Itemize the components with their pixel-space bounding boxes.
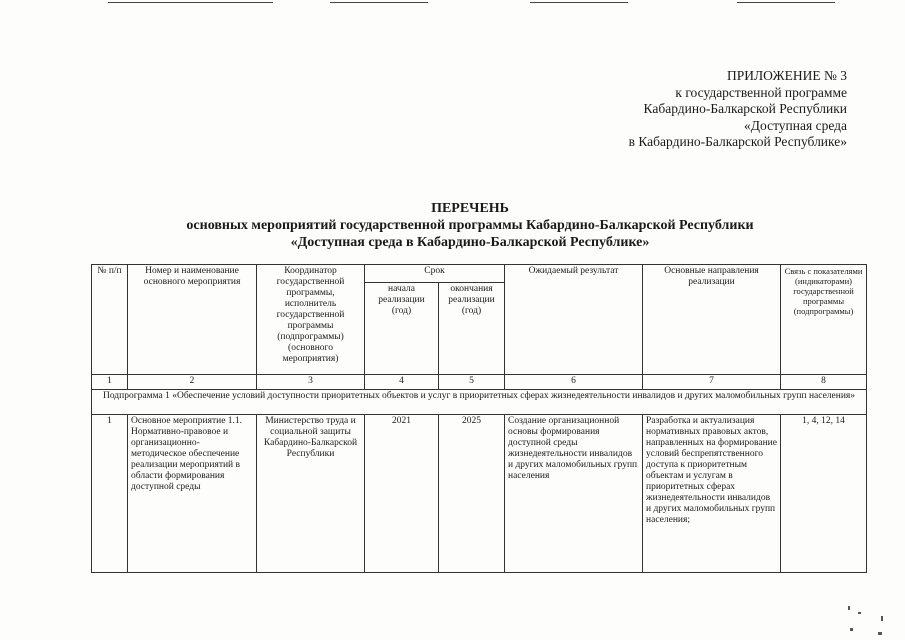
header-directions: Основные направления реализации [643,265,781,375]
title-line: «Доступная среда в Кабардино-Балкарской Республике» [290,235,650,250]
header-term: Срок [365,265,505,283]
title-line: ПЕРЕЧЕНЬ [431,201,509,216]
header-name: Номер и наименование основного мероприятия [128,265,257,375]
measures-table [91,264,867,573]
column-number: 4 [365,375,439,390]
subprogram-title: Подпрограмма 1 «Обеспечение условий доступности приоритетных объектов и услуг в приоритетных сферах жизнедеятельности инвалидов и других маломобильных групп населения» [92,390,867,415]
column-number: 3 [257,375,365,390]
scan-artifact-line [330,2,428,3]
header-num: № п/п [92,265,128,375]
row-result: Создание организационной основы формирования доступной среды жизнедеятельности инвалидов и других маломобильных групп населения [505,415,643,573]
column-number: 5 [439,375,505,390]
table-header-row [92,265,867,283]
appendix-heading [547,68,847,151]
row-name: Основное мероприятие 1.1. Нормативно-правовое и организационно-методическое обеспечение реализации мероприятий в области формирования доступной среды [128,415,257,573]
header-coordinator: Координатор государственной программы, исполнитель государственной программы (подпрограммы) (основного мероприятия) [257,265,365,375]
header-link: Связь с показателями (индикаторами) государственной программы (подпрограммы) [781,265,867,375]
appendix-line: ПРИЛОЖЕНИЕ № 3 [726,68,847,83]
column-number: 6 [505,375,643,390]
scan-artifact-mark [881,616,883,621]
row-num: 1 [92,415,128,573]
scan-artifact-mark [878,632,882,635]
header-term-end: окончания реализации (год) [439,283,505,375]
column-number: 1 [92,375,128,390]
appendix-line: «Доступная среда [744,117,847,133]
scan-artifact-line [108,2,273,3]
row-coordinator: Министерство труда и социальной защиты Кабардино-Балкарской Республики [257,415,365,573]
scan-artifact-line [737,2,835,3]
title-line: основных мероприятий государственной программы Кабардино-Балкарской Республики [186,218,754,233]
appendix-line: Кабардино-Балкарской Республики [643,101,847,116]
header-result: Ожидаемый результат [505,265,643,375]
scan-artifact-mark [858,612,861,614]
column-number: 2 [128,375,257,390]
row-link: 1, 4, 12, 14 [781,415,867,573]
subprogram-row [92,390,867,415]
appendix-line: в Кабардино-Балкарской Республике» [628,134,847,149]
row-start-year: 2021 [365,415,439,573]
document-title [60,200,880,251]
scan-artifact-mark [850,628,853,631]
row-end-year: 2025 [439,415,505,573]
table-row [92,415,867,573]
row-directions: Разработка и актуализация нормативных правовых актов, направленных на формирование условий беспрепятственного доступа к приоритетным объектам и услугам в приоритетных сферах жизнедеятельности инвалидов и других маломобильных групп населения; [643,415,781,573]
appendix-line: к государственной программе [675,84,847,100]
scan-artifact-mark [848,606,850,610]
column-number: 8 [781,375,867,390]
header-term-start: начала реализации (год) [365,283,439,375]
column-number: 7 [643,375,781,390]
scan-artifact-line [530,2,628,3]
column-number-row [92,375,867,390]
